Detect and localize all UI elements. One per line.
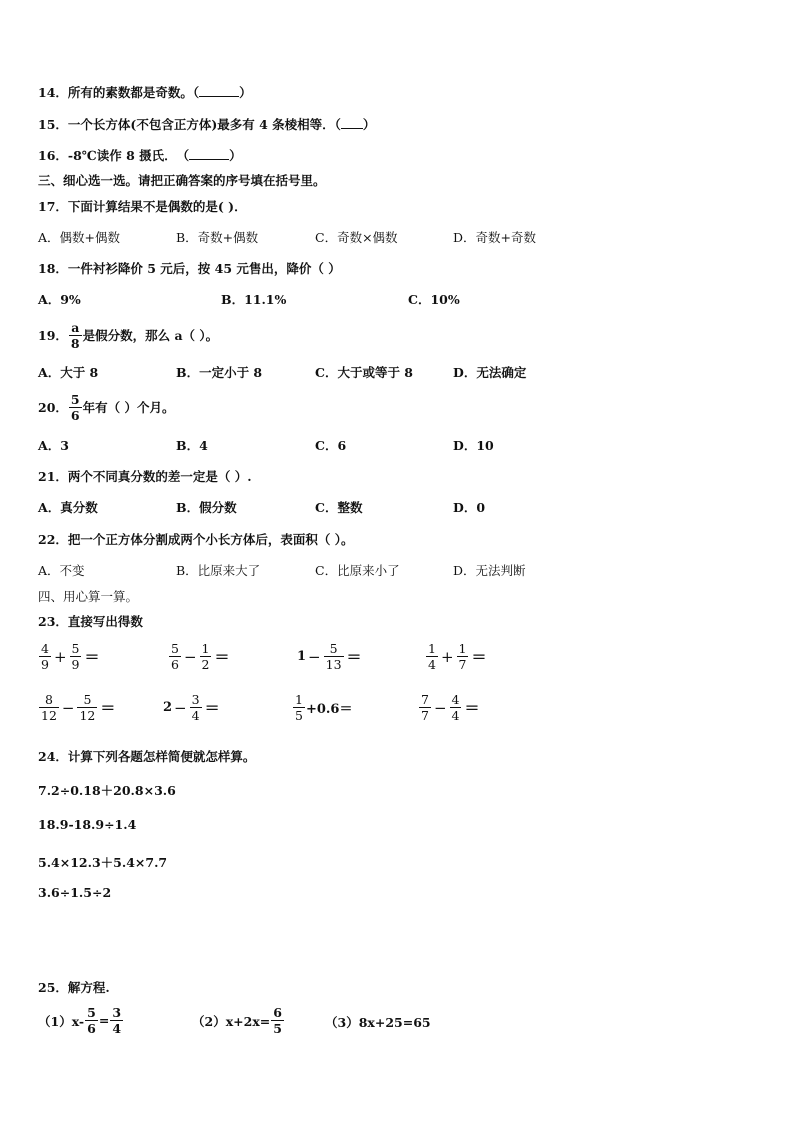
- mental-calc-7: [292, 692, 352, 723]
- denominator: 12: [41, 708, 57, 723]
- expression-tail: +0.6＝: [305, 702, 353, 717]
- fraction: [324, 641, 344, 672]
- fraction: [190, 692, 202, 723]
- numerator: 1: [295, 692, 303, 707]
- question-number: 16．: [38, 148, 68, 163]
- numerator: 5: [87, 1005, 96, 1020]
- fraction: [85, 1005, 98, 1036]
- operator: +: [440, 647, 454, 666]
- question-number: 14．: [38, 85, 68, 100]
- question-16: [38, 147, 242, 164]
- mental-calc-6: [163, 692, 222, 723]
- question-14: [38, 84, 252, 101]
- numerator: 1: [201, 641, 210, 656]
- fraction: [426, 641, 438, 672]
- denominator: 9: [41, 657, 49, 672]
- equation-1: [38, 1005, 124, 1036]
- option-d[interactable]: D．无法确定: [453, 365, 527, 380]
- option-a[interactable]: A．偶数+偶数: [38, 230, 121, 245]
- mental-calc-2: [168, 641, 232, 672]
- question-number: 17．: [38, 199, 68, 214]
- question-20: [38, 392, 174, 423]
- option-b[interactable]: B．比原来大了: [176, 563, 261, 578]
- option-c[interactable]: C．奇数×偶数: [315, 230, 398, 245]
- answer-blank[interactable]: [199, 84, 239, 97]
- numerator: 3: [112, 1005, 122, 1020]
- option-b[interactable]: B．4: [176, 438, 208, 453]
- numerator: 4: [41, 641, 49, 656]
- option-a[interactable]: A．大于 8: [38, 365, 99, 380]
- question-text: 一件衬衫降价 5 元后，按 45 元售出，降价（ ）: [67, 261, 341, 276]
- denominator: 13: [325, 657, 342, 672]
- fraction: [110, 1005, 123, 1036]
- option-c[interactable]: C．整数: [315, 500, 363, 515]
- equals-sign: ＝: [204, 699, 220, 717]
- question-text: 是假分数，那么 a（ ）。: [82, 327, 219, 343]
- answer-blank[interactable]: [341, 116, 363, 129]
- mental-calc-1: [38, 641, 102, 672]
- option-a[interactable]: A．3: [38, 438, 69, 453]
- equals-sign: ＝: [84, 648, 100, 666]
- option-a[interactable]: A．真分数: [38, 500, 98, 515]
- option-c[interactable]: C．大于或等于 8: [315, 365, 413, 380]
- equals-sign: ＝: [471, 648, 487, 666]
- question-text: 年有（ ）个月。: [82, 399, 175, 415]
- question-text: 计算下列各题怎样简便就怎样算。: [67, 749, 256, 764]
- numerator: 4: [451, 692, 460, 707]
- question-number: 24．: [38, 749, 68, 764]
- question-number: 22．: [38, 532, 68, 547]
- option-d[interactable]: D．0: [453, 500, 486, 515]
- question-22: [38, 532, 354, 548]
- denominator: 4: [451, 708, 460, 723]
- numerator: 6: [273, 1005, 282, 1020]
- denominator: 12: [79, 708, 96, 723]
- denominator: 6: [70, 408, 80, 423]
- numerator: 1: [428, 641, 436, 656]
- question-23: [38, 614, 143, 630]
- question-number: 20．: [38, 399, 68, 415]
- denominator: 4: [112, 1021, 122, 1036]
- fraction: [39, 692, 59, 723]
- question-25: [38, 980, 110, 996]
- paren-close: ）: [239, 85, 252, 100]
- calc-item-1: 7.2÷0.18＋20.8×3.6: [38, 783, 176, 798]
- fraction: [419, 692, 431, 723]
- question-15: [38, 116, 375, 133]
- numerator: 3: [191, 692, 200, 707]
- numerator: 5: [70, 392, 80, 407]
- numerator: 7: [421, 692, 429, 707]
- option-a[interactable]: A．9%: [38, 292, 81, 307]
- option-c[interactable]: C．比原来小了: [315, 563, 400, 578]
- fraction: [69, 392, 82, 423]
- question-text: 两个不同真分数的差一定是（ ）.: [67, 469, 252, 484]
- equals-sign: ＝: [346, 648, 362, 666]
- equation-label: （1）x-: [38, 1013, 85, 1029]
- denominator: 4: [191, 708, 200, 723]
- question-number: 15．: [38, 117, 68, 132]
- fraction: [457, 641, 469, 672]
- option-a[interactable]: A．不变: [38, 563, 85, 578]
- option-b[interactable]: B．一定小于 8: [176, 365, 263, 380]
- section-3-heading: 三、细心选一选。请把正确答案的序号填在括号里。: [38, 173, 326, 188]
- leading-number: 1: [297, 649, 307, 664]
- paren-close: ）: [229, 148, 242, 163]
- option-b[interactable]: B．11.1%: [221, 292, 287, 307]
- fraction: [77, 692, 97, 723]
- equation-label: （2）x+2x=: [192, 1013, 271, 1029]
- option-d[interactable]: D．10: [453, 438, 494, 453]
- question-text: 一个长方体(不包含正方体)最多有 4 条棱相等．（: [67, 117, 341, 132]
- operator: +: [53, 647, 67, 666]
- question-18: [38, 261, 341, 277]
- mental-calc-4: [425, 641, 489, 672]
- fraction: [70, 641, 82, 672]
- equals-sign: ＝: [214, 648, 230, 666]
- equation-label: （3）8x+25=65: [325, 1015, 431, 1030]
- question-text: 把一个正方体分割成两个小长方体后，表面积（ ）。: [67, 532, 354, 547]
- question-text: 所有的素数都是奇数。（: [67, 85, 200, 100]
- option-d[interactable]: D．无法判断: [453, 563, 526, 578]
- denominator: 9: [71, 657, 80, 672]
- denominator: 7: [421, 708, 429, 723]
- option-d[interactable]: D．奇数+奇数: [453, 230, 536, 245]
- question-number: 25．: [38, 980, 68, 995]
- option-c[interactable]: C．6: [315, 438, 347, 453]
- numerator: 5: [77, 692, 97, 708]
- answer-blank[interactable]: [189, 147, 229, 160]
- denominator: 7: [458, 657, 467, 672]
- calc-item-3: 5.4×12.3＋5.4×7.7: [38, 855, 168, 870]
- numerator: 5: [171, 641, 179, 656]
- fraction: [39, 641, 51, 672]
- denominator: 4: [428, 657, 436, 672]
- fraction: [293, 692, 305, 723]
- question-text: 直接写出得数: [67, 614, 143, 629]
- denominator: 5: [295, 708, 303, 723]
- operator: −: [183, 647, 197, 666]
- question-17: [38, 199, 247, 215]
- mental-calc-5: [38, 692, 117, 723]
- question-text: 下面计算结果不是偶数的是( )．: [67, 199, 247, 214]
- option-b[interactable]: B．奇数+偶数: [176, 230, 259, 245]
- option-c[interactable]: C．10%: [408, 292, 460, 307]
- numerator: 1: [458, 641, 467, 656]
- operator: −: [61, 698, 75, 717]
- equals-sign: ＝: [100, 699, 116, 717]
- mental-calc-3: [297, 641, 364, 672]
- operator: −: [433, 698, 447, 717]
- fraction: [450, 692, 462, 723]
- operator: −: [308, 647, 321, 666]
- equation-3: [325, 1013, 431, 1031]
- numerator: 5: [324, 641, 344, 657]
- denominator: 5: [273, 1021, 282, 1036]
- question-number: 23．: [38, 614, 68, 629]
- fraction: [200, 641, 212, 672]
- equation-2: [192, 1005, 285, 1036]
- mental-calc-8: [418, 692, 482, 723]
- numerator: 5: [71, 641, 80, 656]
- section-4-heading: 四、用心算一算。: [38, 589, 139, 604]
- fraction: [69, 320, 82, 351]
- denominator: 2: [201, 657, 210, 672]
- question-21: [38, 469, 252, 485]
- question-text: -8℃读作 8 摄氏． （: [67, 148, 190, 163]
- question-19: [38, 320, 218, 351]
- operator: −: [174, 698, 187, 717]
- option-b[interactable]: B．假分数: [176, 500, 237, 515]
- question-number: 18．: [38, 261, 68, 276]
- leading-number: 2: [163, 700, 173, 715]
- denominator: 6: [87, 1021, 96, 1036]
- equals-sign: ＝: [464, 699, 480, 717]
- question-number: 21．: [38, 469, 68, 484]
- question-text: 解方程.: [67, 980, 110, 995]
- calc-item-4: 3.6÷1.5÷2: [38, 885, 112, 900]
- fraction: [271, 1005, 284, 1036]
- fraction: [169, 641, 181, 672]
- numerator: 8: [39, 692, 59, 708]
- question-number: 19．: [38, 327, 68, 343]
- paren-close: ）: [362, 117, 376, 132]
- question-24: [38, 749, 255, 765]
- denominator: 8: [70, 336, 80, 351]
- calc-item-2: 18.9-18.9÷1.4: [38, 817, 137, 832]
- equals-sign: =: [98, 1013, 110, 1028]
- numerator: a: [69, 320, 82, 336]
- denominator: 6: [171, 657, 179, 672]
